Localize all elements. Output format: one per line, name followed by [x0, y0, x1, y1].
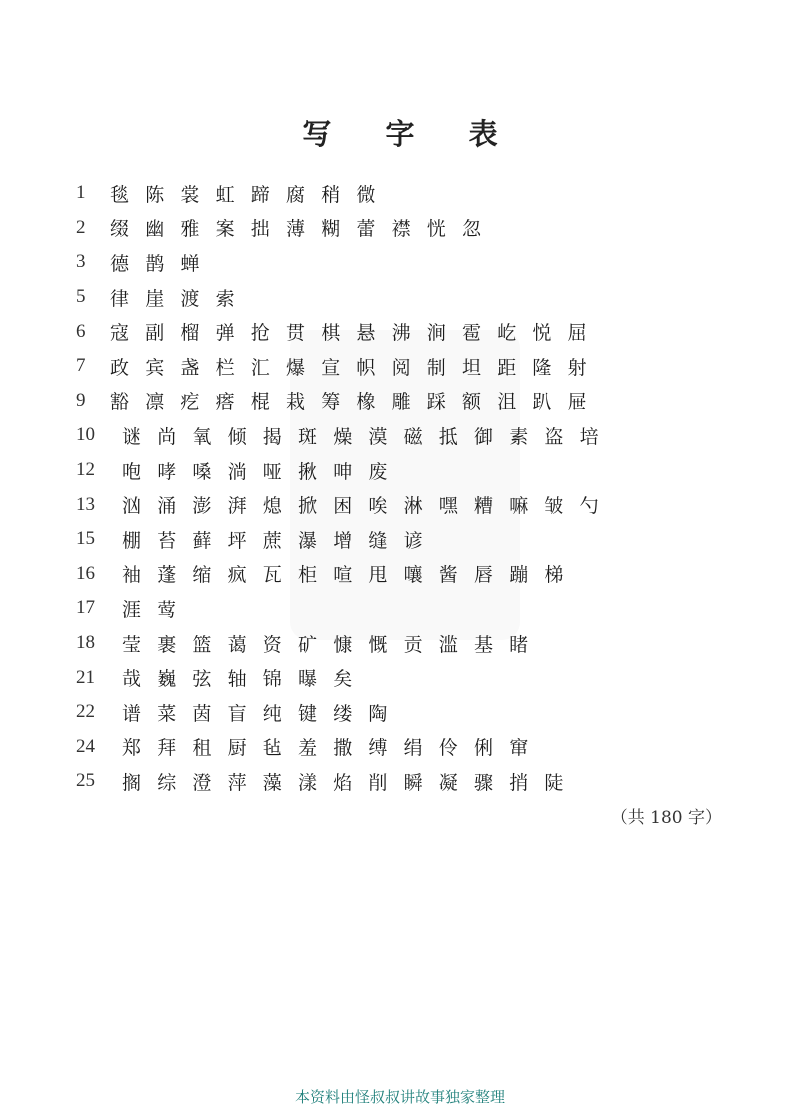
lesson-number: 1 — [76, 182, 86, 204]
page-title: 写 字 表 — [302, 117, 520, 151]
lesson-number: 10 — [76, 424, 95, 446]
lesson-characters: 涯莺 — [122, 598, 193, 621]
lesson-number: 24 — [76, 735, 95, 757]
lesson-characters: 寇副榴弹抢贯棋悬沸涧雹屹悦屈 — [110, 322, 603, 345]
lesson-number: 5 — [76, 286, 86, 308]
table-row — [76, 384, 736, 419]
table-row — [76, 695, 736, 730]
table-row — [76, 418, 736, 453]
lesson-characters: 郑拜租厨毡羞撒缚绢伶俐窜 — [122, 737, 545, 760]
table-row — [76, 626, 736, 661]
table-row — [76, 349, 736, 384]
source-note: 本资料由怪叔叔讲故事独家整理 — [294, 1088, 505, 1106]
lesson-number: 13 — [76, 493, 95, 515]
table-row — [76, 314, 736, 349]
lesson-characters: 律崖渡索 — [110, 287, 251, 310]
lesson-characters: 咆哮嗓淌哑揪呻废 — [122, 460, 404, 483]
lesson-number: 16 — [76, 562, 95, 584]
lesson-characters: 棚苔藓坪蔗瀑增缝谚 — [122, 529, 439, 552]
lesson-characters: 缀幽雅案拙薄糊蕾襟恍忽 — [110, 218, 498, 241]
lesson-number: 21 — [76, 666, 95, 688]
table-row — [76, 245, 736, 280]
table-row — [76, 487, 736, 522]
table-row — [76, 764, 736, 799]
lesson-number: 7 — [76, 355, 86, 377]
total-count-note: （共 180 字） — [610, 808, 722, 828]
lesson-characters: 德鹊蝉 — [110, 252, 216, 275]
lesson-number: 17 — [76, 597, 95, 619]
table-row — [76, 591, 736, 626]
lesson-characters: 哉巍弦轴锦曝矣 — [122, 668, 369, 691]
lesson-characters: 谱菜茵盲纯键缕陶 — [122, 702, 404, 725]
lesson-characters: 汹涌澎湃熄掀困唉淋嘿糟嘛皱勺 — [122, 495, 615, 518]
lesson-number: 15 — [76, 528, 95, 550]
lesson-characters: 袖蓬缩疯瓦柜喧甩嚷酱唇蹦梯 — [122, 564, 580, 587]
table-row — [76, 557, 736, 592]
lesson-characters: 豁凛疙瘩棍栽筹橡雕踩额沮趴屉 — [110, 391, 603, 414]
lesson-number: 12 — [76, 459, 95, 481]
lesson-number: 25 — [76, 770, 95, 792]
table-row — [76, 660, 736, 695]
lesson-number: 3 — [76, 251, 86, 273]
lesson-characters: 毯陈裳虹蹄腐稍微 — [110, 183, 392, 206]
character-table — [76, 176, 736, 799]
lesson-number: 22 — [76, 701, 95, 723]
lesson-characters: 搁综澄萍藻漾焰削瞬凝骤捎陡 — [122, 771, 580, 794]
lesson-characters: 谜尚氧倾揭斑燥漠磁抵御素盗培 — [122, 425, 615, 448]
table-row — [76, 176, 736, 211]
lesson-number: 6 — [76, 320, 86, 342]
table-row — [76, 730, 736, 765]
table-row — [76, 522, 736, 557]
lesson-characters: 政宾盏栏汇爆宣帜阅制坦距隆射 — [110, 356, 603, 379]
table-row — [76, 211, 736, 246]
lesson-number: 18 — [76, 632, 95, 654]
table-row — [76, 453, 736, 488]
lesson-characters: 莹裹篮蔼资矿慷慨贡滥基睹 — [122, 633, 545, 656]
lesson-number: 2 — [76, 216, 86, 238]
table-row — [76, 280, 736, 315]
lesson-number: 9 — [76, 389, 86, 411]
